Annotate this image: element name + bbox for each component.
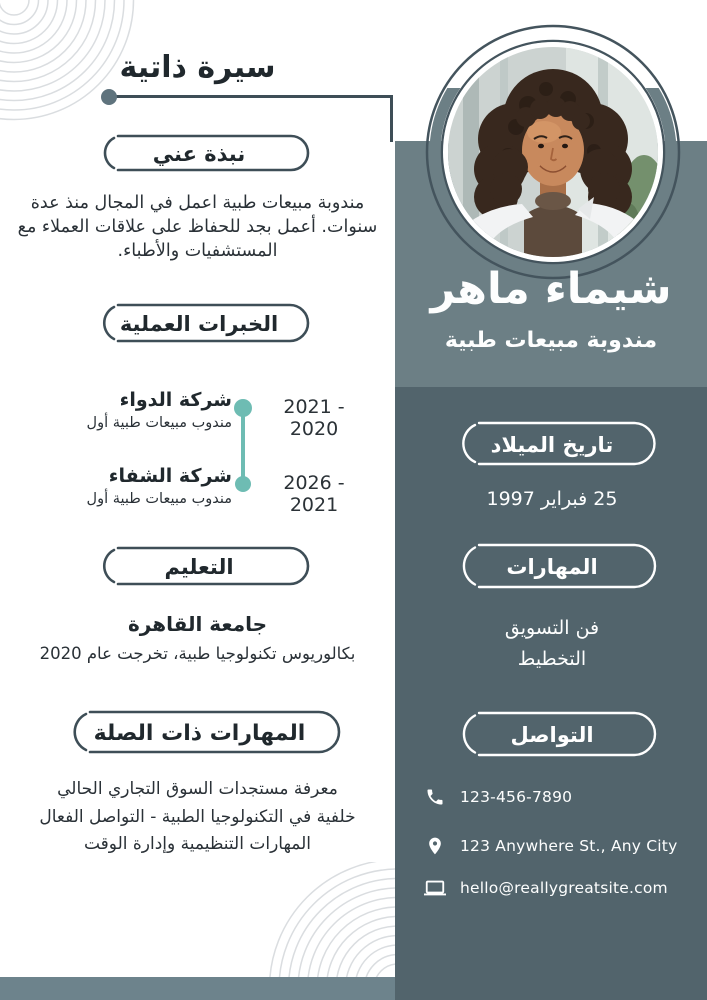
section-pill-about [88, 134, 310, 172]
contact-row-email [424, 874, 694, 902]
experience-role: مندوب مبيعات طبية أول [86, 415, 232, 431]
birthdate-value: 25 فبراير 1997 [486, 488, 618, 510]
related-skills-section-title: المهارات ذات الصلة [93, 720, 306, 746]
related-skills-text [5, 776, 390, 859]
sidebar-skill-item: التخطيط [517, 648, 587, 670]
person-job-title: مندوبة مبيعات طبية [444, 328, 658, 353]
sidebar-pill-skills [447, 543, 657, 589]
profile-photo-frame [395, 0, 707, 290]
divider-line-vertical [390, 95, 393, 142]
email-text: hello@reallygreatsite.com [460, 879, 668, 897]
footer-bar [0, 977, 395, 1000]
contact-row-address [424, 832, 694, 860]
decorative-circles-bottom-right [262, 862, 395, 977]
sidebar-lower-panel [395, 387, 707, 1000]
laptop-icon [424, 877, 446, 899]
experience-dates: 2026 - 2021 [283, 472, 345, 516]
skill-line: معرفة مستجدات السوق التجاري الحالي [57, 779, 338, 799]
timeline-dot [234, 399, 252, 417]
birthdate-section-title: تاريخ الميلاد [490, 432, 614, 457]
education-section-title: التعليم [164, 555, 234, 579]
address-text: 123 Anywhere St., Any City [460, 837, 678, 855]
person-name: شيماء ماهر [430, 264, 672, 314]
divider-dot [101, 89, 117, 105]
phone-icon [424, 786, 446, 808]
divider-line [110, 95, 393, 98]
contact-section-title: التواصل [510, 723, 594, 747]
phone-number: 123-456-7890 [460, 788, 573, 806]
experience-company: شركة الشفاء [108, 465, 232, 487]
about-section-title: نبذة عني [152, 142, 246, 166]
about-text: مندوبة مبيعات طبية اعمل في المجال منذ عدة سنوات. أعمل بجد للحفاظ على علاقات العملاء مع المستشفيات والأطباء. [17, 193, 378, 261]
sidebar-pill-contact [447, 711, 657, 757]
skill-line: خلفية في التكنولوجيا الطبية - التواصل الفعال [39, 806, 356, 827]
sidebar-skill-item: فن التسويق [504, 617, 600, 639]
section-pill-related-skills [58, 710, 341, 754]
education-degree: بكالوريوس تكنولوجيا طبية، تخرجت عام 2020 [39, 644, 356, 663]
contact-row-phone [424, 783, 694, 811]
experience-item [40, 389, 232, 431]
timeline-dot [235, 476, 251, 492]
experience-role: مندوب مبيعات طبية أول [86, 491, 232, 507]
experience-dates: 2021 - 2020 [283, 396, 345, 440]
page-title: سيرة ذاتية [119, 50, 276, 85]
section-pill-experience [88, 303, 310, 343]
education-school: جامعة القاهرة [127, 612, 268, 636]
experience-section-title: الخبرات العملية [119, 312, 279, 336]
experience-item [40, 465, 232, 507]
experience-company: شركة الدواء [119, 389, 232, 411]
sidebar-pill-birthdate [447, 421, 657, 466]
location-pin-icon [424, 835, 446, 857]
skill-line: المهارات التنظيمية وإدارة الوقت [83, 834, 312, 854]
section-pill-education [88, 546, 310, 586]
timeline-line [241, 408, 245, 486]
skills-section-title: المهارات [506, 555, 598, 579]
